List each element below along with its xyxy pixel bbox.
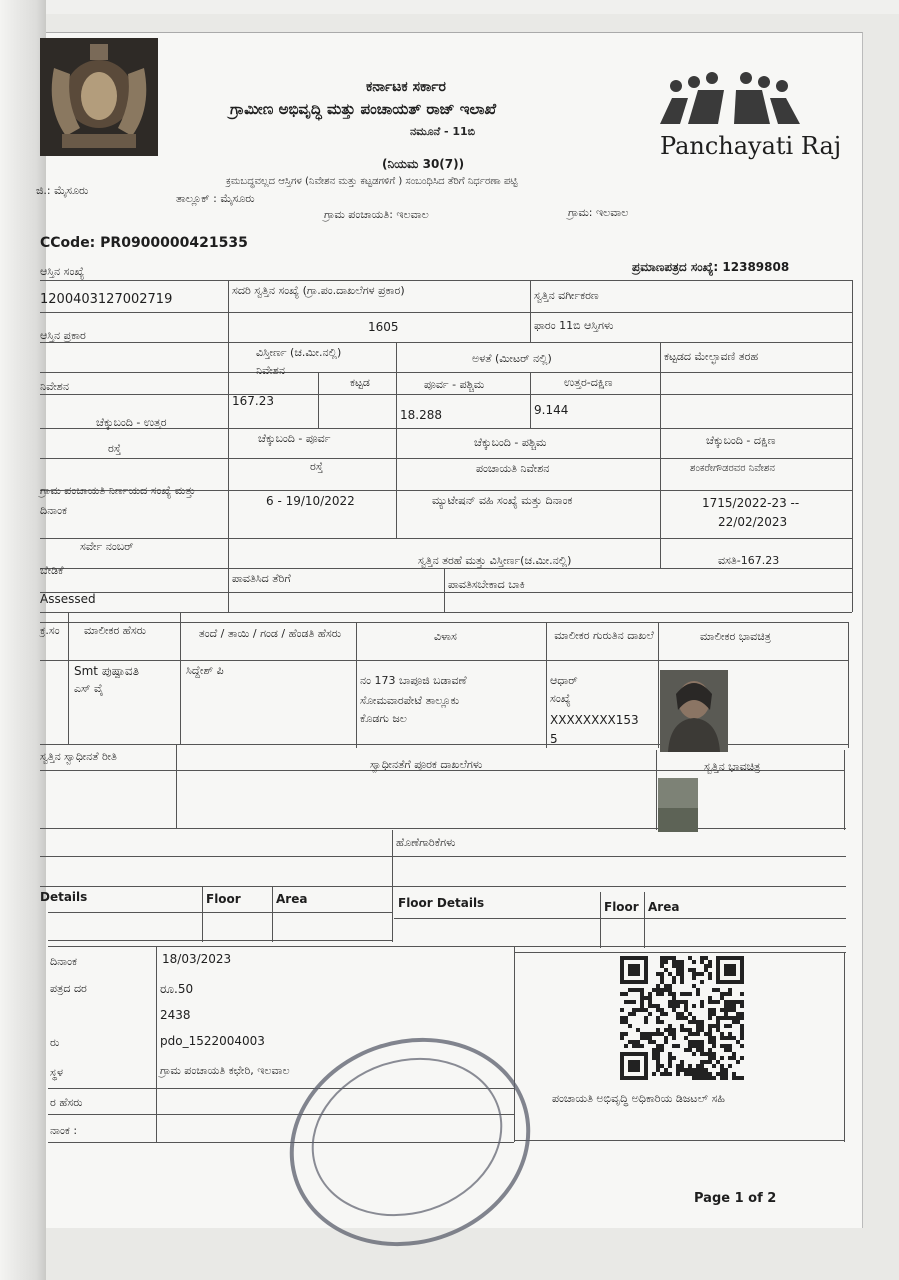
gram-panchayat: ಗ್ರಾಮ ಪಂಚಾಯತಿ: ಇಲವಾಲ	[324, 208, 429, 221]
certificate-number: ಪ್ರಮಾಣಪತ್ರದ ಸಂಖ್ಯೆ: 12389808	[632, 260, 790, 274]
digital-signature-label: ಪಂಚಾಯತಿ ಅಭಿವೃದ್ಧಿ ಅಧಿಕಾರಿಯ ಡಿಜಟಲ್ ಸಹಿ	[552, 1092, 725, 1105]
col-address-header: ವಿಳಾಸ	[434, 630, 457, 643]
village: ಗ್ರಾಮ: ಇಲವಾಲ	[568, 206, 629, 219]
row-site-label: ನಿವೇಶನ	[40, 380, 69, 393]
area-left: Area	[276, 892, 308, 906]
east-value: ರಸ್ತೆ	[310, 460, 324, 473]
owner-id-value-line2: 5	[550, 732, 558, 746]
property-number-value: 1200403127002719	[40, 292, 173, 307]
ew-label: ಪೂರ್ವ - ಪಶ್ಚಿಮ	[424, 378, 485, 391]
east-label: ಚೆಕ್ಕುಬಂದಿ - ಪೂರ್ವ	[258, 432, 331, 445]
officer-name-label: ರ ಹೆಸರು	[50, 1096, 83, 1109]
area-label: ವಿಸ್ತೀರ್ಣ (ಚ.ಮೀ.ನಲ್ಲಿ)	[256, 346, 342, 359]
liabilities-label: ಹೊಣೆಗಾರಿಕೆಗಳು	[396, 836, 456, 849]
nature-value: ವಸತಿ-167.23	[718, 554, 780, 567]
floor-right: Floor	[604, 900, 639, 914]
north-label: ಚೆಕ್ಕುಬಂದಿ - ಉತ್ತರ	[96, 416, 167, 429]
fee-label: ಪತ್ರದ ದರ	[50, 982, 87, 995]
owner-id-type: ಆಧಾರ್	[550, 674, 578, 687]
owner-photo	[660, 670, 728, 752]
classification-label: ಸ್ವತ್ತಿನ ವರ್ಗೀಕರಣ	[534, 289, 599, 302]
user-label: ರು	[50, 1036, 60, 1049]
survey-label: ಸದರಿ ಸ್ವತ್ತಿನ ಸಂಖ್ಯೆ (ಗ್ರಾ.ಪಂ.ದಾಖಲೆಗಳ ಪ್ರಕಾರ)	[232, 284, 405, 297]
district: ಜಿ.: ಮೈಸೂರು	[36, 184, 89, 197]
col-name-header: ಮಾಲೀಕರ ಹೆಸರು	[84, 624, 147, 637]
acquisition-docs-label: ಸ್ವಾಧೀನತೆಗೆ ಪೂರಕ ದಾಖಲೆಗಳು	[370, 758, 483, 771]
place-value: ಗ್ರಾಮ ಪಂಚಾಯತಿ ಕಛೇರಿ, ಇಲವಾಲ	[160, 1064, 290, 1077]
property-number-label: ಆಸ್ತಿನ ಸಂಖ್ಯೆ	[40, 265, 85, 278]
site-area-value: 167.23	[232, 394, 274, 408]
owner-address-line1: ನಂ 173 ಬಾಪೂಜಿ ಬಡಾವಣೆ	[360, 674, 467, 687]
ns-value: 9.144	[534, 403, 569, 417]
col-id-header: ಮಾಲೀಕರ ಗುರುತಿನ ದಾಖಲೆ	[554, 629, 654, 642]
west-label: ಚೆಕ್ಕುಬಂದಿ - ಪಶ್ಚಿಮ	[474, 436, 547, 449]
survey-number-label: ಸರ್ವೇ ನಂಬರ್	[80, 540, 134, 553]
user-value: pdo_1522004003	[160, 1034, 265, 1048]
classification-value: ಫಾರಂ 11ಬಿ ಆಸ್ತಿಗಳು	[534, 319, 614, 332]
col-photo-header: ಮಾಲೀಕರ ಭಾವಚಿತ್ರ	[700, 630, 771, 643]
ew-value: 18.288	[400, 408, 442, 422]
site-label: ನಿವೇಶನ	[256, 364, 285, 377]
rule-ref: (ನಿಯಮ 30(7))	[382, 157, 465, 171]
north-value: ರಸ್ತೆ	[108, 442, 122, 455]
paid-tax-label: ಪಾವತಿಸಿದ ತೆರಿಗೆ	[232, 572, 291, 585]
acquisition-method-label: ಸ್ವತ್ತಿನ ಸ್ವಾಧೀನತೆ ರೀತಿ	[40, 750, 117, 763]
building-label: ಕಟ್ಟಡ	[350, 376, 370, 389]
gp-resolution-label: ಗ್ರಾಮ ಪಂಚಾಯತಿ ನಿರ್ಣಯದ ಸಂಖ್ಯೆ ಮತ್ತು ದಿನಾಂಕ	[40, 484, 196, 517]
property-type-label: ಆಸ್ತಿನ ಪ್ರಕಾರ	[40, 329, 86, 342]
karnataka-emblem-icon	[40, 38, 158, 156]
dims-label: ಅಳತೆ (ಮೀಟರ್ ನಲ್ಲಿ)	[472, 352, 552, 365]
owner-address-line2: ಸೋಮವಾರಪೇಟೆ ತಾಲ್ಲೂಕು	[360, 694, 460, 707]
survey-value: 1605	[368, 320, 399, 334]
mutation-value-line1: 1715/2022-23 --	[702, 496, 800, 510]
brand-name: Panchayati Raj	[660, 132, 842, 160]
mutation-value-line2: 22/02/2023	[718, 515, 788, 529]
south-label: ಚೆಕ್ಕುಬಂದಿ - ದಕ್ಷಿಣ	[706, 434, 776, 447]
owner-id-label: ಸಂಖ್ಯೆ	[550, 692, 571, 705]
owner-name-line2: ಎಸ್ ವೈ	[74, 682, 104, 695]
ns-label: ಉತ್ತರ-ದಕ್ಷಿಣ	[564, 376, 613, 389]
paper-top-edge	[0, 0, 899, 14]
south-value: ಶಂಕರೇಗೌಡರವರ ನಿವೇಶನ	[690, 463, 775, 474]
owner-relation: ಸಿದ್ದೇಶ್ ಪಿ	[186, 664, 224, 677]
form-name: ನಮೂನೆ - 11ಬಿ	[410, 125, 476, 138]
floor-details-left: Details	[40, 890, 88, 904]
roof-label: ಕಟ್ಟಡದ ಮೇಲ್ಛಾವಣಿ ತರಹ	[664, 350, 759, 363]
page-indicator: Page 1 of 2	[694, 1191, 777, 1206]
department-title: ಗ್ರಾಮೀಣ ಅಭಿವೃದ್ಧಿ ಮತ್ತು ಪಂಚಾಯತ್ ರಾಜ್ ಇಲಾಖೆ	[230, 100, 497, 118]
west-value: ಪಂಚಾಯತಿ ನಿವೇಶನ	[476, 462, 550, 475]
issue-date-value: 18/03/2023	[162, 952, 232, 966]
place-label: ಸ್ಥಳ	[50, 1066, 63, 1079]
gp-resolution-value: 6 - 19/10/2022	[266, 494, 355, 508]
taluk: ತಾಲ್ಲೂಕ್ : ಮೈಸೂರು	[176, 192, 255, 205]
fee-value: ರೂ.50	[160, 982, 194, 996]
receipt-value: 2438	[160, 1008, 191, 1022]
area-right: Area	[648, 900, 680, 914]
property-photo-label: ಸ್ವತ್ತಿನ ಭಾವಚಿತ್ರ	[704, 760, 761, 773]
assessed-label: Assessed	[40, 592, 96, 606]
owner-name-line1: Smt ಪುಷ್ಪಾವತಿ	[74, 664, 139, 678]
floor-details-right: Floor Details	[398, 896, 485, 910]
owner-id-value-line1: XXXXXXXX153	[550, 713, 639, 727]
demand-label: ಬೇಡಿಕೆ	[40, 564, 64, 577]
table-line	[40, 280, 852, 281]
qr-code[interactable]	[620, 956, 748, 1080]
sign-date-label: ನಾಂಕ :	[50, 1124, 78, 1137]
state-govt-title: ಕರ್ನಾಟಕ ಸರ್ಕಾರ	[366, 79, 446, 95]
owner-address-line3: ಕೊಡಗು ಜಲ	[360, 712, 407, 725]
due-label: ಪಾವತಿಸಬೇಕಾದ ಬಾಕಿ	[448, 578, 525, 591]
property-photo	[658, 778, 698, 832]
mutation-label: ಮ್ಯುಟೇಷನ್ ವಹಿ ಸಂಖ್ಯೆ ಮತ್ತು ದಿನಾಂಕ	[432, 494, 573, 507]
ccode: CCode: PR0900000421535	[40, 235, 248, 251]
col-relation-header: ತಂದೆ / ತಾಯಿ / ಗಂಡ / ಹೆಂಡತಿ ಹೆಸರು	[198, 627, 342, 640]
issue-date-label: ದಿನಾಂಕ	[50, 955, 77, 968]
nature-label: ಸ್ವತ್ತಿನ ತರಹೆ ಮತ್ತು ವಿಸ್ತೀರ್ಣ(ಚ.ಮೀ.ನಲ್ಲಿ)	[418, 554, 572, 567]
floor-left: Floor	[206, 892, 241, 906]
form-description: ಕ್ರಮಬದ್ಧವಲ್ಲದ ಆಸ್ತಿಗಳ (ನಿವೇಶನ ಮತ್ತು ಕಟ್ಟಡಗಳಿಗೆ ) ಸಂಬಂಧಿಸಿದ ತೆರಿಗೆ ನಿರ್ಧರಣಾ ಪಟ್ಟಿ	[226, 176, 518, 187]
col-sl-header: ಕ್ರ.ಸಂ	[40, 624, 60, 637]
panchayati-raj-logo-icon	[658, 72, 802, 128]
